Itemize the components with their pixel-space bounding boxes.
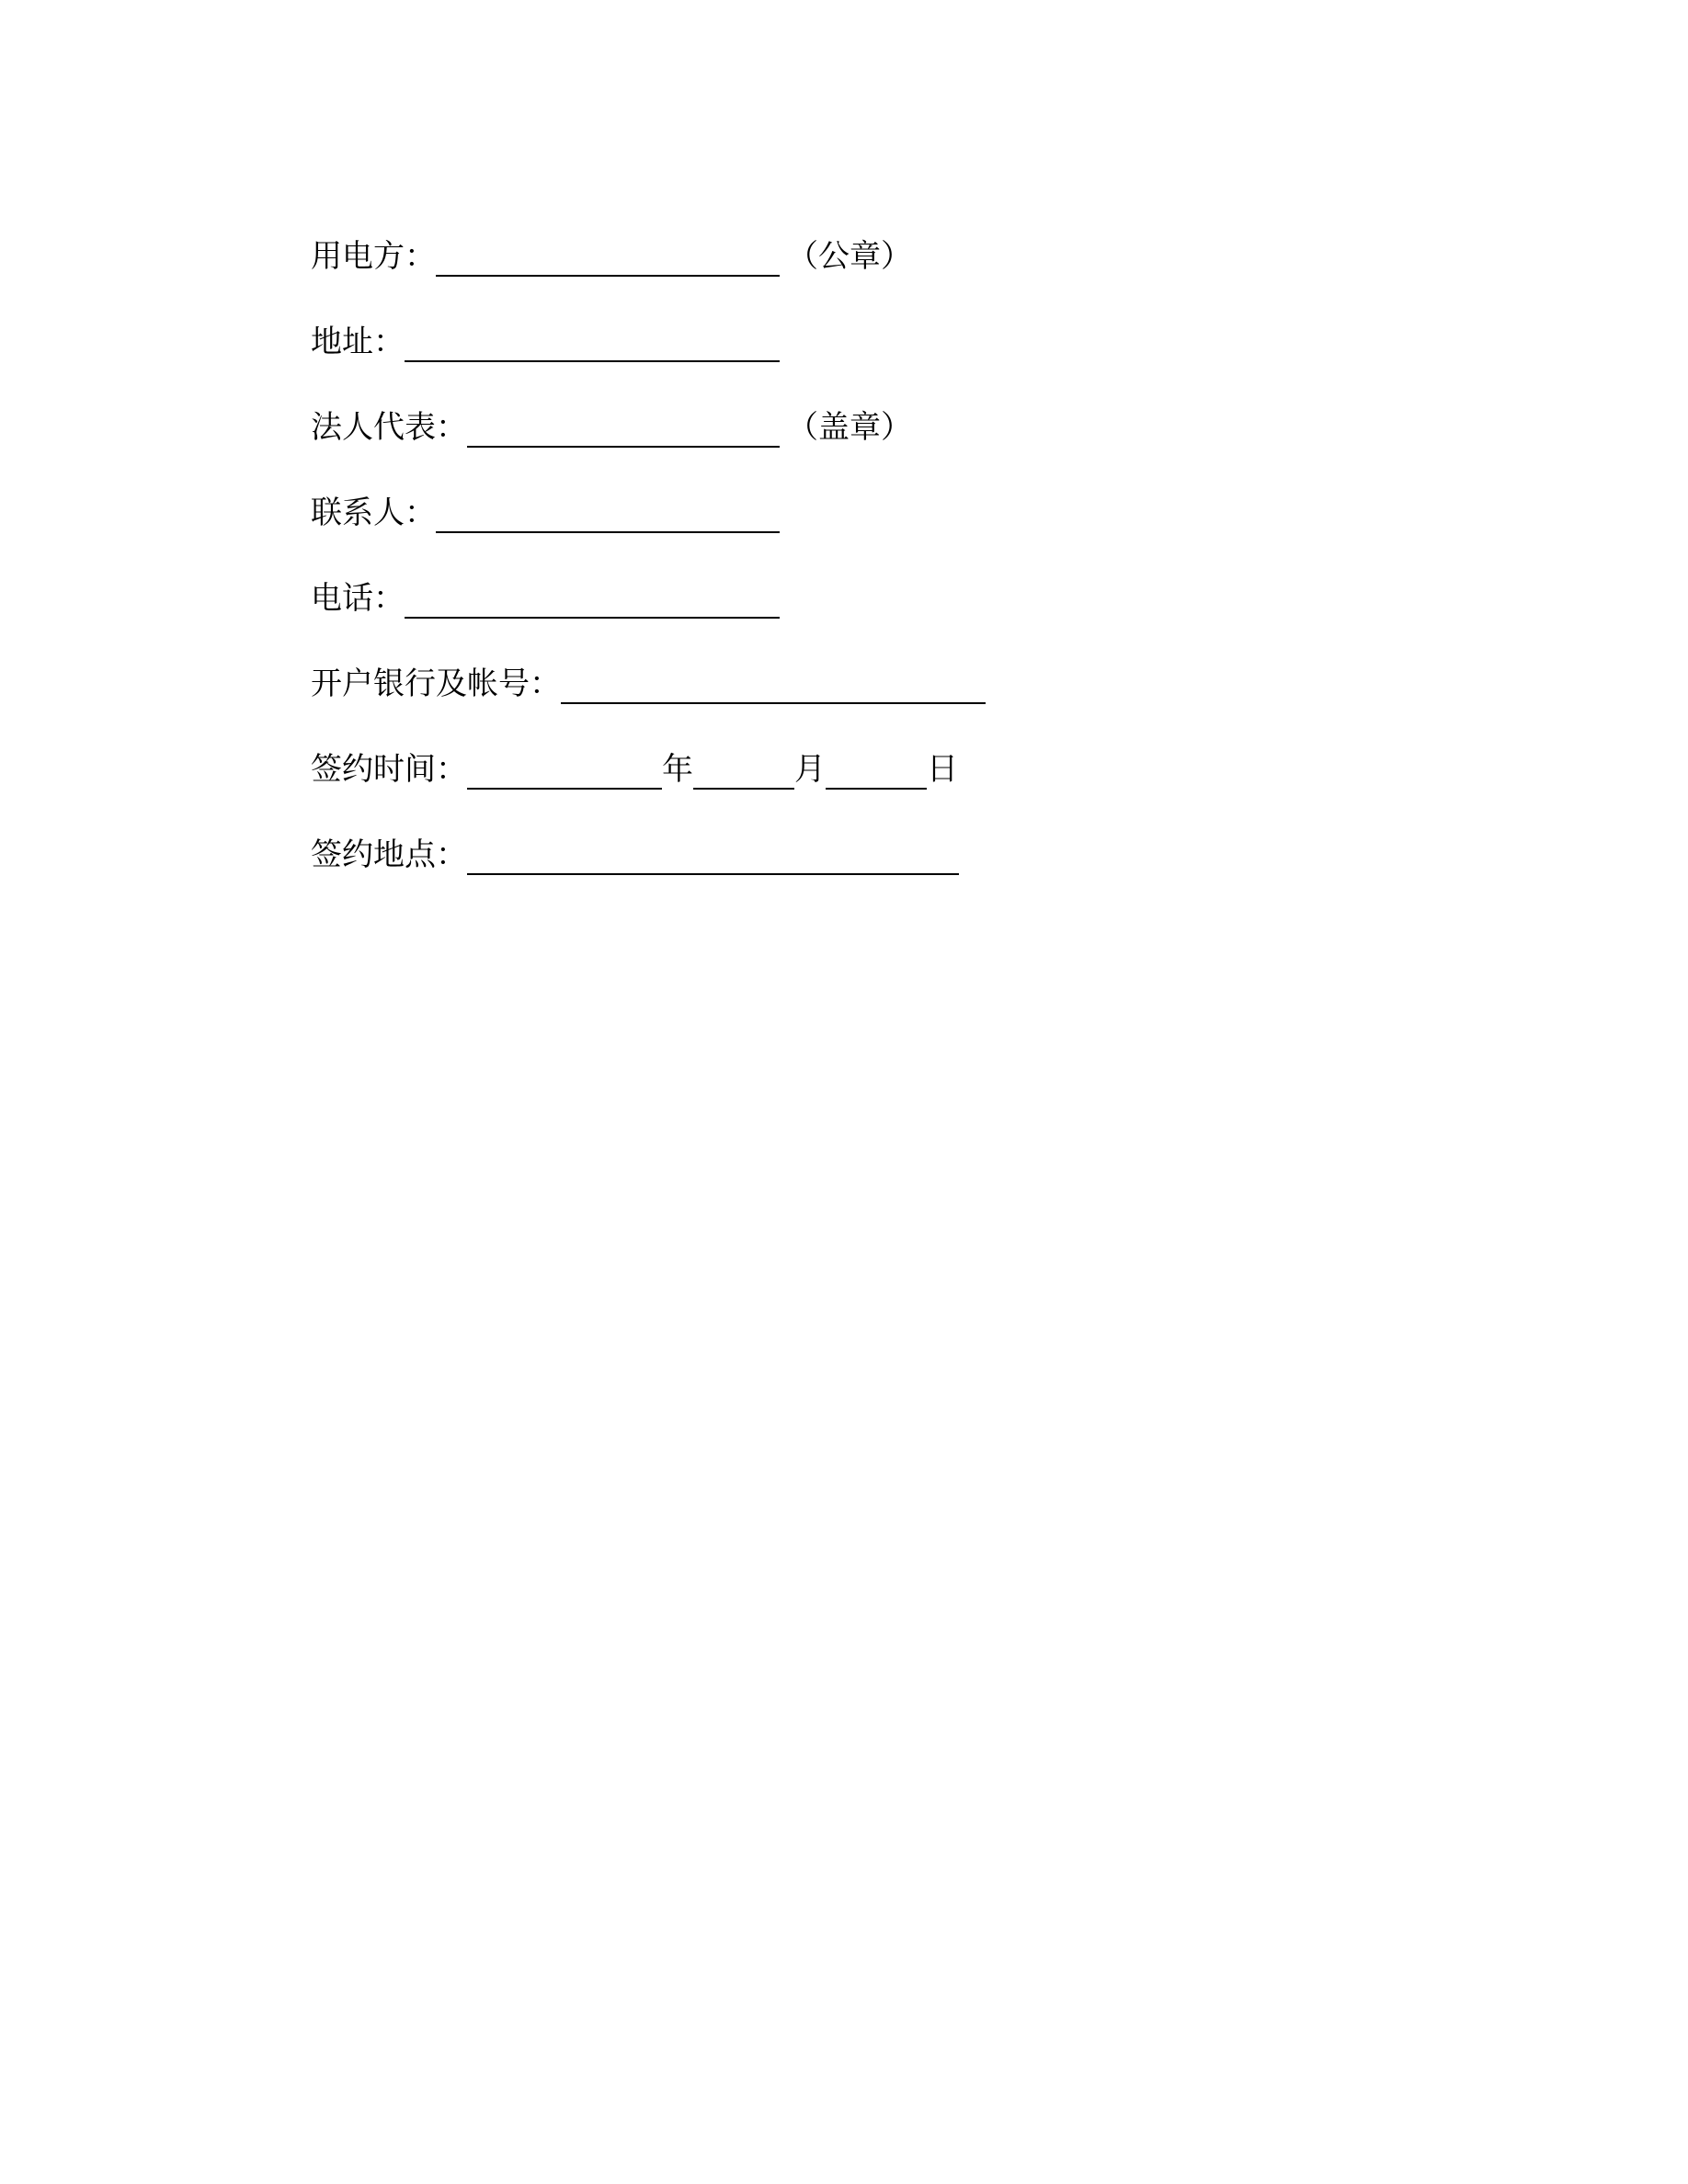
contact-row: [311, 491, 780, 537]
month-unit: 月: [794, 751, 826, 788]
address-label: 地址：: [311, 324, 405, 360]
bank-blank: [561, 669, 986, 704]
consumer-row: [311, 234, 912, 280]
phone-label: 电话：: [311, 580, 405, 617]
phone-row: [311, 576, 780, 622]
contact-blank: [436, 498, 780, 533]
legal-rep-blank: [467, 413, 780, 448]
sign-place-row: [311, 833, 959, 879]
day-blank: [826, 755, 927, 790]
contact-label: 联系人：: [311, 495, 436, 531]
bank-label: 开户银行及帐号：: [311, 665, 561, 702]
consumer-label: 用电方：: [311, 238, 436, 275]
consumer-blank: [436, 242, 780, 277]
address-row: [311, 320, 780, 366]
legal-rep-row: [311, 405, 912, 451]
year-unit: 年: [662, 751, 693, 788]
sign-date-label: 签约时间：: [311, 751, 467, 788]
sign-date-row: [311, 747, 958, 793]
sign-place-label: 签约地点：: [311, 836, 467, 873]
consumer-seal-note: （公章）: [787, 238, 912, 275]
legal-rep-label: 法人代表：: [311, 409, 467, 446]
sign-place-blank: [467, 840, 959, 875]
day-unit: 日: [927, 751, 958, 788]
address-blank: [405, 327, 780, 362]
bank-row: [311, 662, 986, 708]
month-blank: [693, 755, 794, 790]
phone-blank: [405, 584, 780, 619]
year-blank: [467, 755, 662, 790]
legal-rep-seal-note: （盖章）: [787, 409, 912, 446]
